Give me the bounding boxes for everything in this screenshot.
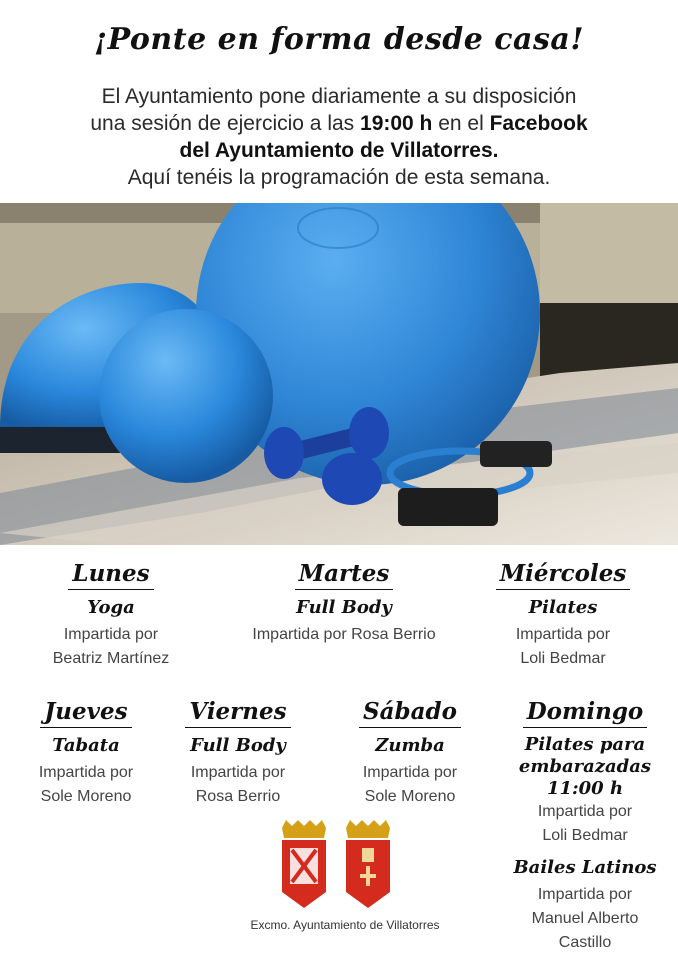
activity-name: Yoga [87, 597, 135, 618]
instructor-name: Loli Bedmar [542, 827, 628, 844]
instructor-name: Loli Bedmar [520, 650, 606, 667]
page-title: ¡Ponte en forma desde casa! [94, 22, 584, 57]
instructor-name: Sole Moreno [40, 788, 132, 805]
activity-name: Full Body [296, 597, 392, 618]
municipal-crests [278, 820, 398, 910]
instructor-line: Impartida por [362, 764, 458, 781]
instructor-line: Impartida por [515, 626, 611, 643]
intro-text [30, 83, 648, 191]
activity-name: Zumba [375, 735, 445, 756]
intro-line-4: Aquí tenéis la programación de esta semana. [127, 166, 551, 189]
instructor-line: Impartida por Rosa Berrio [252, 626, 436, 643]
instructor-line: Impartida por [537, 803, 633, 820]
instructor-line: Impartida por [38, 764, 134, 781]
day-name: Domingo [523, 698, 648, 728]
town-hall-highlight: del Ayuntamiento de Villatorres. [179, 139, 499, 162]
instructor-name: Sole Moreno [364, 788, 456, 805]
fitness-equipment-photo [0, 203, 678, 545]
instructor-name-cont: Castillo [558, 934, 612, 951]
time-highlight: 19:00 h [360, 112, 433, 135]
schedule-saturday [342, 698, 478, 809]
instructor-name: Rosa Berrio [195, 788, 281, 805]
footer-caption: Excmo. Ayuntamiento de Villatorres [250, 918, 440, 932]
schedule-sunday [500, 698, 670, 955]
day-name: Sábado [359, 698, 461, 728]
activity-name: Full Body [190, 735, 286, 756]
activity-name-cont: embarazadas [518, 756, 652, 777]
schedule-thursday [18, 698, 154, 809]
instructor-name: Manuel Alberto [531, 910, 639, 927]
day-name: Viernes [185, 698, 290, 728]
activity-time: 11:00 h [546, 778, 624, 799]
day-name: Lunes [68, 560, 153, 590]
intro-line-2 [30, 110, 648, 137]
intro-text-span: una sesión de ejercicio a las [90, 112, 361, 135]
instructor-line: Impartida por [190, 764, 286, 781]
activity-name: Pilates [528, 597, 598, 618]
activity-name: Tabata [52, 735, 120, 756]
instructor-name: Beatriz Martínez [52, 650, 170, 667]
municipal-crest-icon [346, 820, 390, 908]
day-name: Jueves [40, 698, 131, 728]
schedule-tuesday [224, 560, 464, 647]
day-name: Miércoles [496, 560, 631, 590]
intro-line-3 [30, 137, 648, 164]
intro-line-1: El Ayuntamiento pone diariamente a su disposición [101, 85, 577, 108]
schedule-friday [170, 698, 306, 809]
activity-name-second: Bailes Latinos [513, 857, 657, 878]
activity-name: Pilates para [524, 734, 646, 755]
schedule-monday [36, 560, 186, 671]
day-name: Martes [295, 560, 394, 590]
instructor-line: Impartida por [537, 886, 633, 903]
facebook-highlight: Facebook [489, 112, 588, 135]
instructor-line: Impartida por [63, 626, 159, 643]
intro-text-span: en el [432, 112, 490, 135]
schedule-wednesday [486, 560, 640, 671]
municipal-crest-icon [282, 820, 326, 908]
